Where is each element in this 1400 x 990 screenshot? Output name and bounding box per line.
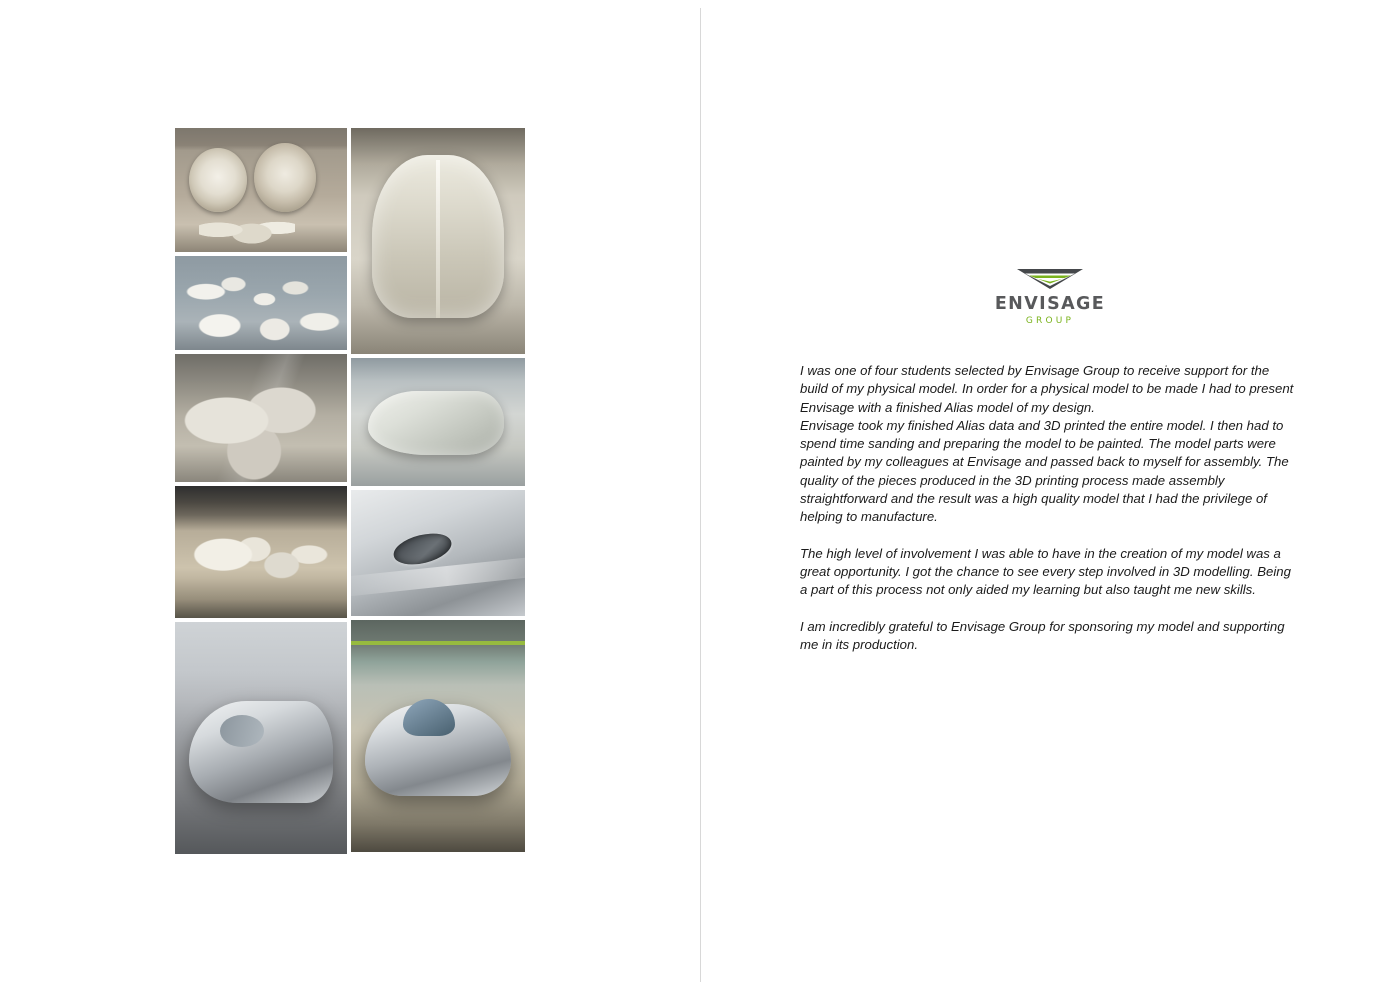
photo-caption — [175, 354, 347, 482]
photo-model-rear-quarter — [351, 620, 525, 852]
photo-bodywork-intake-closeup — [351, 490, 525, 616]
photo-grid-column-left — [175, 128, 347, 858]
model-build-photo-grid — [175, 128, 525, 860]
photo-translucent-front-shell — [351, 128, 525, 354]
photo-small-white-parts — [175, 256, 347, 350]
photo-caption — [351, 128, 525, 354]
photo-silver-model-workshop — [175, 622, 347, 854]
paragraph-2: Envisage took my finished Alias data and 3D printed the entire model. I then had to spend time sanding and preparing the model to be painted. The model parts were painted by my colleagues at Envisage and passed back to myself for assembly. The quality of the pieces produced in the 3D printing process made assembly straightforward and the result was a high quality model that I had the privilege of helping to manufacture. — [800, 417, 1289, 525]
photo-translucent-duct — [351, 358, 525, 486]
brand-subtitle: GROUP — [1025, 315, 1075, 326]
photo-parts-with-tools — [175, 486, 347, 618]
paragraph-1: I was one of four students selected by Envisage Group to receive support for the build of my physical model. In order for a physical model to be made I had to present Envisage with a finished Alias model of my design. — [800, 363, 1294, 415]
photo-caption — [175, 128, 347, 252]
paragraph-4: I am incredibly grateful to Envisage Group for sponsoring my model and supporting me in its production. — [800, 618, 1285, 652]
photo-printed-wheel-parts — [175, 128, 347, 252]
envisage-brand-lockup — [986, 266, 1114, 326]
page-divider — [700, 8, 701, 982]
envisage-chevron-logo — [1013, 266, 1087, 292]
photo-grid-column-right — [351, 128, 525, 856]
brand-wordmark: ENVISAGE — [994, 294, 1106, 314]
paragraph-3: The high level of involvement I was able to have in the creation of my model was a great opportunity. I got the chance to see every step involved in 3D modelling. Being a part of this process not only aided my learning but also taught me new skills. — [800, 545, 1291, 598]
photo-caption — [351, 620, 525, 852]
photo-caption — [175, 622, 347, 854]
photo-caption — [175, 256, 347, 350]
photo-caption — [351, 490, 525, 616]
photo-body-panels-bench — [175, 354, 347, 482]
photo-caption — [175, 486, 347, 618]
photo-caption — [351, 358, 525, 486]
sponsorship-statement — [800, 362, 1296, 654]
